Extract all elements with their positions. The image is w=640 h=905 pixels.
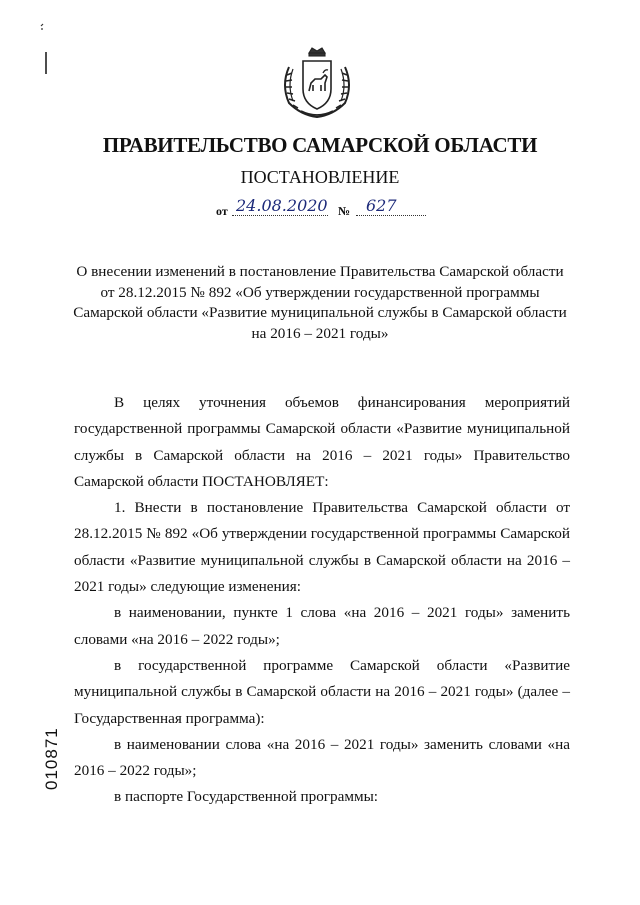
document-body [74, 390, 570, 811]
document-subject: О внесении изменений в постановление Правительства Самарской области от 28.12.2015 № 892 «Об утверждении государственной программы Самарской области «Развитие муниципальной службы в Самарской области на 2016 – 2021 годы» [73, 263, 567, 342]
coat-of-arms-emblem [279, 45, 355, 121]
date-label: от [216, 204, 228, 218]
date-number-line [216, 198, 436, 220]
number-value: 627 [366, 196, 397, 215]
date-underline [232, 215, 328, 216]
body-paragraph: 1. Внести в постановление Правительства Самарской области от 28.12.2015 № 892 «Об утверждении государственной программы Самарской области «Развитие муниципальной службы в Самарской области на 2016 – 2021 годы» следующие изменения: [74, 499, 570, 596]
body-paragraph: в государственной программе Самарской области «Развитие муниципальной службы в Самарской области на 2016 – 2021 годы» (далее – Государственная программа): [74, 656, 570, 727]
margin-marks [38, 12, 58, 102]
serial-number: 010871 [42, 727, 61, 790]
body-paragraph: В целях уточнения объемов финансирования мероприятий государственной программы Самарской области «Развитие муниципальной службы в Самарской области на 2016 – 2021 годы» Правительство Самарской области ПОСТАНОВЛЯЕТ: [74, 394, 570, 490]
body-paragraph: в наименовании слова «на 2016 – 2021 годы» заменить словами «на 2016 – 2022 годы»; [74, 735, 570, 780]
number-label: № [338, 204, 351, 218]
document-type: ПОСТАНОВЛЕНИЕ [240, 167, 400, 187]
government-title: ПРАВИТЕЛЬСТВО САМАРСКОЙ ОБЛАСТИ [102, 133, 538, 157]
body-paragraph: в наименовании, пункте 1 слова «на 2016 – 2021 годы» заменить словами «на 2016 – 2022 годы»; [74, 604, 570, 648]
date-value: 24.08.2020 [236, 196, 328, 215]
body-paragraph: в паспорте Государственной программы: [114, 788, 379, 806]
number-underline [356, 215, 426, 216]
